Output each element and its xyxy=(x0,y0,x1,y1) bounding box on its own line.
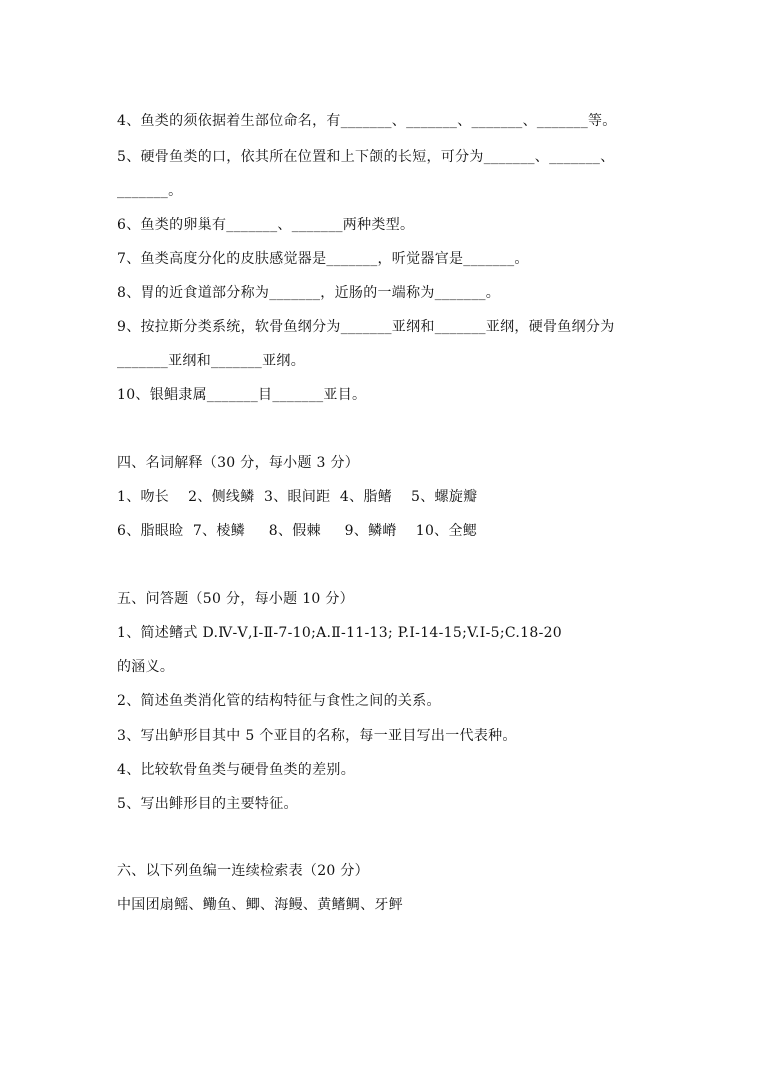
fill-in-question-9-line-1: 9、按拉斯分类系统，软骨鱼纲分为_______亚纲和_______亚纲，硬骨鱼纲分为 xyxy=(117,319,615,335)
term-row-1: 1、吻长 2、侧线鳞 3、眼间距 4、脂鳍 5、螺旋瓣 xyxy=(117,489,478,505)
fish-list: 中国团扇鳐、鳓鱼、鲫、海鳗、黄鳍鲷、牙鲆 xyxy=(117,897,403,913)
term-row-2: 6、脂眼睑 7、棱鳞 8、假棘 9、鳞嵴 10、全鳃 xyxy=(117,523,478,539)
fill-in-question-5-line-2: _______。 xyxy=(117,183,183,199)
fill-in-question-10: 10、银鲳隶属_______目_______亚目。 xyxy=(117,387,367,403)
fill-in-question-6: 6、鱼类的卵巢有_______、_______两种类型。 xyxy=(117,217,415,233)
fill-in-question-9-line-2: _______亚纲和_______亚纲。 xyxy=(117,353,305,369)
section-4-heading: 四、名词解释（30 分，每小题 3 分） xyxy=(117,455,360,471)
qa-question-1-line-2: 的涵义。 xyxy=(117,659,175,675)
fill-in-question-5-line-1: 5、硬骨鱼类的口，依其所在位置和上下颌的长短，可分为_______、_______、 xyxy=(117,149,615,165)
qa-question-2: 2、简述鱼类消化管的结构特征与食性之间的关系。 xyxy=(117,693,441,709)
qa-question-4: 4、比较软骨鱼类与硬骨鱼类的差别。 xyxy=(117,762,356,778)
qa-question-1-line-1: 1、简述鳍式 D.Ⅳ-Ⅴ,Ⅰ-Ⅱ-7-10;A.Ⅱ-11-13; P.Ⅰ-14-15;V.Ⅰ-5;C.18-20 xyxy=(117,625,563,641)
qa-question-3: 3、写出鲈形目其中 5 个亚目的名称，每一亚目写出一代表种。 xyxy=(117,728,517,744)
fill-in-question-7: 7、鱼类高度分化的皮肤感觉器是_______，听觉器官是_______。 xyxy=(117,251,529,267)
fill-in-question-8: 8、胃的近食道部分称为_______，近肠的一端称为_______。 xyxy=(117,285,501,301)
fill-in-question-4: 4、鱼类的须依据着生部位命名，有_______、_______、_______、_______等。 xyxy=(117,113,617,129)
section-5-heading: 五、问答题（50 分，每小题 10 分） xyxy=(117,591,354,607)
section-6-heading: 六、以下列鱼编一连续检索表（20 分） xyxy=(117,863,369,879)
qa-question-5: 5、写出鲱形目的主要特征。 xyxy=(117,796,298,812)
